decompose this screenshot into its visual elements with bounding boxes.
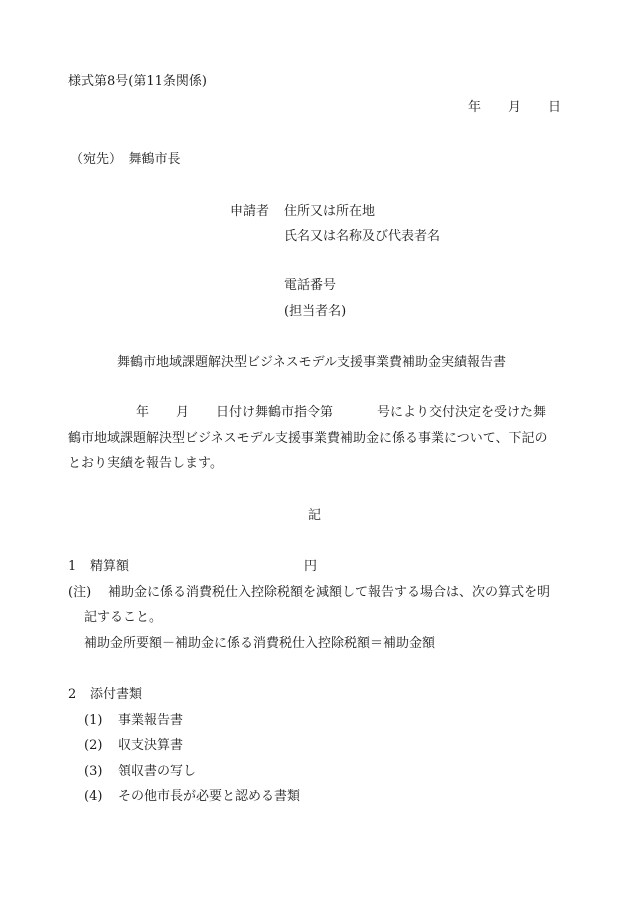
section1-label: 精算額 [90,559,130,574]
note-line1: 補助金に係る消費税仕入控除税額を減額して報告する場合は、次の算式を明 [108,585,551,600]
note-label: (注) [68,585,92,600]
applicant-label: 申請者 [230,204,270,219]
body-dated: 日付け舞鶴市指令第 [216,405,334,420]
attachment-text-1: 事業報告書 [118,713,184,728]
form-number: 様式第8号(第11条関係) [68,74,207,89]
date-day: 日 [548,100,562,115]
body-line3: とおり実績を報告します。 [68,456,223,471]
note-line2: 記すること。 [84,610,163,625]
body-line1-rest: 号により交付決定を受けた舞 [377,405,547,420]
addressee: （宛先） 舞鶴市長 [70,152,181,167]
section2-number: 2 [68,687,77,702]
date-year: 年 [468,100,482,115]
section1-unit: 円 [304,559,318,574]
applicant-address: 住所又は所在地 [284,204,376,219]
attachment-text-2: 収支決算書 [118,738,184,753]
applicant-name: 氏名又は名称及び代表者名 [284,229,441,244]
formula: 補助金所要額－補助金に係る消費税仕入控除税額＝補助金額 [84,636,436,651]
attachment-text-3: 領収書の写し [118,764,197,779]
attachment-num-3: (3) [84,764,103,779]
attachment-num-4: (4) [84,789,103,804]
body-year: 年 [136,405,150,420]
applicant-contact: (担当者名) [284,304,347,319]
document-title: 舞鶴市地域課題解決型ビジネスモデル支援事業費補助金実績報告書 [117,355,506,370]
date-month: 月 [508,100,522,115]
body-line2: 鶴市地域課題解決型ビジネスモデル支援事業費補助金に係る事業について、下記の [68,431,548,446]
section2-label: 添付書類 [90,687,143,702]
section1-number: 1 [68,559,77,574]
attachment-num-1: (1) [84,713,103,728]
attachment-text-4: その他市長が必要と認める書類 [118,789,301,804]
attachment-num-2: (2) [84,738,103,753]
body-month: 月 [176,405,190,420]
ki-heading: 記 [308,508,322,523]
applicant-phone: 電話番号 [284,278,337,293]
